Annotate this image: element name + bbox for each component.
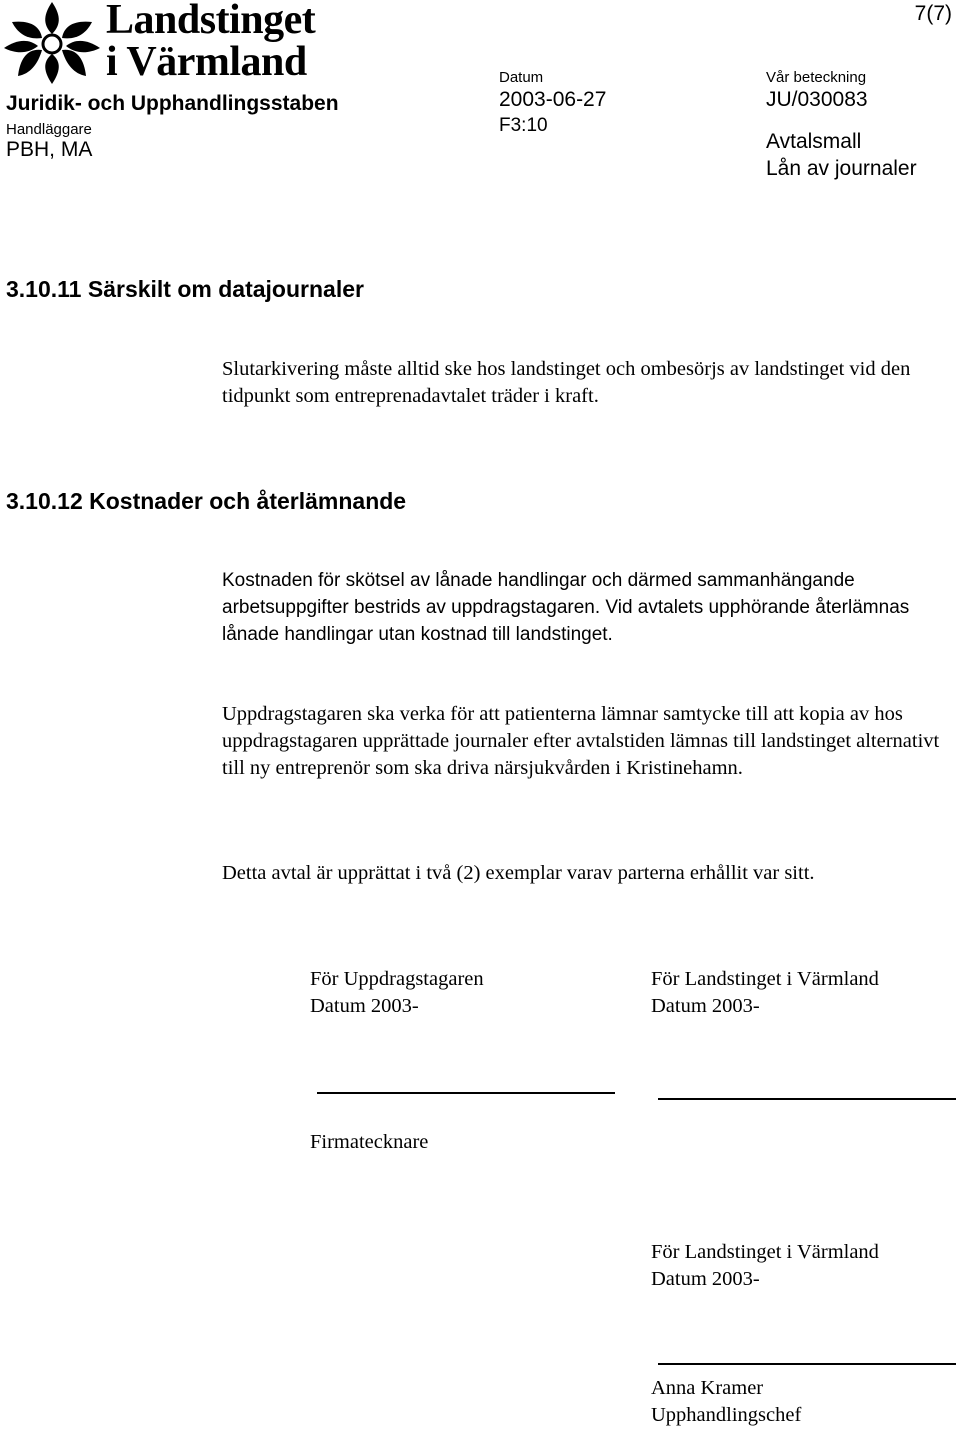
reference-label: Vår beteckning	[766, 69, 867, 86]
code-value: F3:10	[499, 115, 548, 136]
paragraph-exemplar: Detta avtal är upprättat i två (2) exemplar varav parterna erhållit var sitt.	[222, 862, 815, 884]
document-type: Avtalsmall	[766, 130, 862, 153]
paragraph-kostnaden: Kostnaden för skötsel av lånade handlingar och därmed sammanhängande arbetsuppgifter bestrids av uppdragstagaren. Vid avtalets upphörande återlämnas lånade handlingar utan kostnad till landstinget.	[222, 570, 910, 645]
section-heading-kostnader: 3.10.12 Kostnader och återlämnande	[6, 488, 407, 514]
signature-second-party: För Landstinget i Värmland	[651, 1241, 879, 1263]
signature-line-left	[317, 1092, 615, 1094]
signature-right-date: Datum 2003-	[651, 995, 760, 1017]
signature-line-right	[658, 1098, 956, 1100]
reference-value: JU/030083	[766, 88, 868, 111]
page-number: 7(7)	[914, 2, 952, 25]
date-label: Datum	[499, 69, 544, 86]
signature-left-party: För Uppdragstagaren	[310, 968, 484, 990]
document-subject: Lån av journaler	[766, 157, 917, 180]
signature-line-second	[658, 1363, 956, 1365]
handler-value: PBH, MA	[6, 138, 93, 161]
signature-caption-firmatecknare: Firmatecknare	[310, 1131, 429, 1153]
flower-logo-icon	[2, 0, 102, 86]
date-value: 2003-06-27	[499, 88, 607, 111]
signature-second-date: Datum 2003-	[651, 1268, 760, 1290]
signer-name: Anna Kramer	[651, 1377, 764, 1399]
section-heading-datajournaler: 3.10.11 Särskilt om datajournaler	[6, 276, 364, 302]
signature-right-party: För Landstinget i Värmland	[651, 968, 879, 990]
paragraph-slutarkivering: Slutarkivering måste alltid ske hos landstinget och ombesörjs av landstinget vid den tidpunkt som entreprenadavtalet träder i kraft.	[222, 358, 911, 407]
logo-text-line1: Landstinget	[106, 0, 316, 43]
landstinget-logo	[2, 0, 342, 86]
logo-text-line2: i Värmland	[106, 39, 307, 85]
department-name: Juridik- och Upphandlingsstaben	[6, 92, 339, 115]
signer-title: Upphandlingschef	[651, 1404, 802, 1426]
signature-left-date: Datum 2003-	[310, 995, 419, 1017]
paragraph-uppdragstagaren: Uppdragstagaren ska verka för att patienterna lämnar samtycke till att kopia av hos uppdragstagaren upprättade journaler efter avtalstiden lämnas till landstinget alternativt till ny entreprenör som ska driva närsjukvården i Kristinehamn.	[222, 703, 940, 779]
handler-label: Handläggare	[6, 121, 92, 138]
